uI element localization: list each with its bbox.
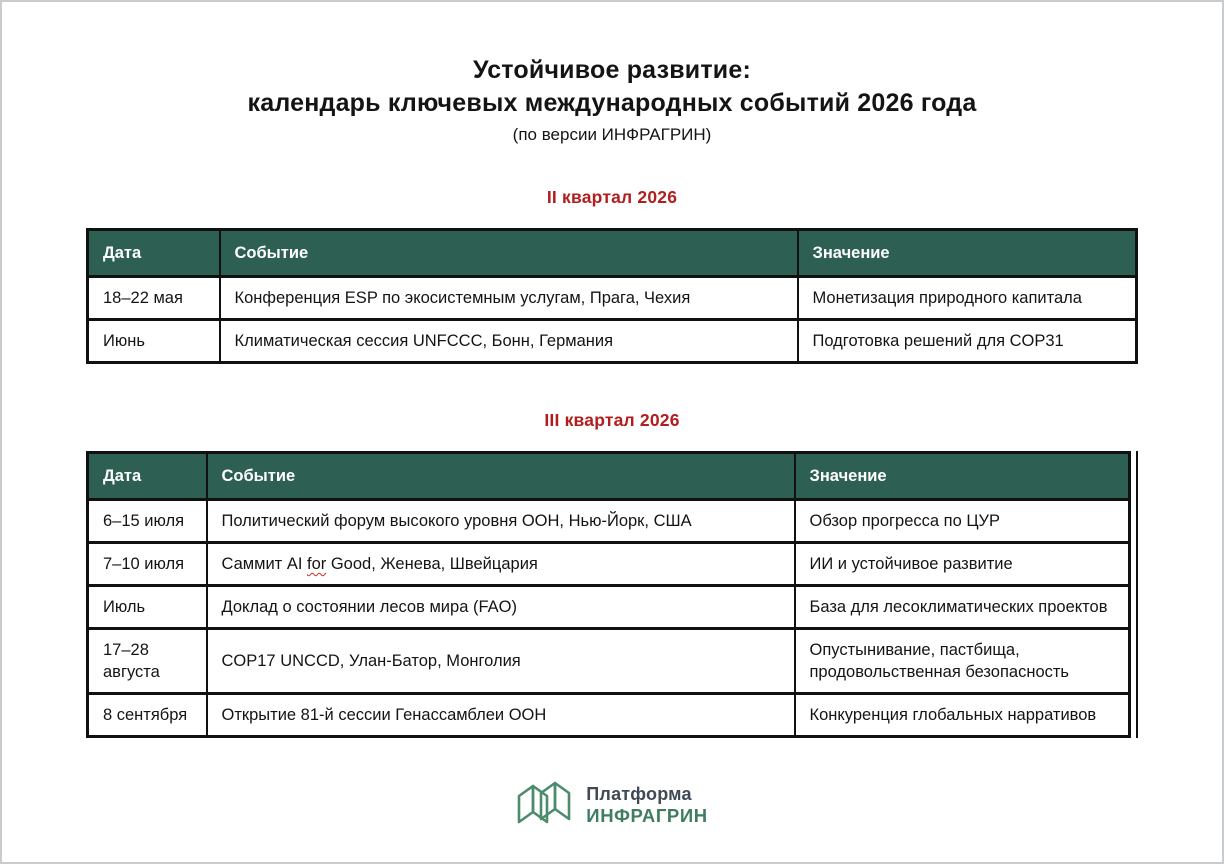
column-header-date: Дата bbox=[88, 453, 207, 500]
q3-header-row bbox=[88, 453, 1130, 500]
table-row bbox=[88, 543, 1130, 586]
quarter-heading-q3: III квартал 2026 bbox=[544, 410, 680, 430]
date-cell: Июнь bbox=[88, 320, 220, 363]
title-block bbox=[2, 2, 1222, 147]
logo-text bbox=[586, 783, 707, 827]
logo-line2: ИНФРАГРИН bbox=[586, 805, 708, 826]
event-text-segment: Good, Женева, Швейцария bbox=[326, 555, 538, 573]
value-cell: Обзор прогресса по ЦУР bbox=[795, 500, 1130, 543]
column-header-event: Событие bbox=[207, 453, 795, 500]
value-cell: Монетизация природного капитала bbox=[798, 277, 1137, 320]
q3-table-zone bbox=[2, 451, 1222, 738]
event-cell: Открытие 81-й сессии Генассамблеи ООН bbox=[207, 694, 795, 737]
q3-table bbox=[86, 451, 1131, 738]
column-header-event: Событие bbox=[220, 230, 798, 277]
date-cell: 17–28 августа bbox=[88, 629, 207, 694]
quarter-heading-q2: II квартал 2026 bbox=[546, 187, 678, 207]
spellcheck-underlined-word: for bbox=[307, 555, 327, 573]
value-cell: ИИ и устойчивое развитие bbox=[795, 543, 1130, 586]
event-cell bbox=[207, 543, 795, 586]
page-title-line2: календарь ключевых международных событий 2026 года bbox=[247, 89, 977, 117]
date-cell: Июль bbox=[88, 586, 207, 629]
value-cell: Подготовка решений для COP31 bbox=[798, 320, 1137, 363]
table-row bbox=[88, 586, 1130, 629]
overlapping-open-boxes-icon bbox=[516, 780, 574, 830]
event-cell: Политический форум высокого уровня ООН, Нью-Йорк, США bbox=[207, 500, 795, 543]
q2-table bbox=[86, 228, 1138, 364]
value-cell: Опустынивание, пастбища, продовольственная безопасность bbox=[795, 629, 1130, 694]
date-cell: 8 сентября bbox=[88, 694, 207, 737]
table-row bbox=[88, 694, 1130, 737]
event-text-segment: Саммит AI bbox=[221, 555, 307, 573]
table-row bbox=[88, 320, 1137, 363]
infragreen-logo bbox=[2, 780, 1222, 830]
q3-table-wrapper bbox=[86, 451, 1138, 738]
q2-table-wrapper bbox=[86, 228, 1138, 364]
event-cell: Доклад о состоянии лесов мира (FAO) bbox=[207, 586, 795, 629]
table-row bbox=[88, 500, 1130, 543]
value-cell: База для лесоклиматических проектов bbox=[795, 586, 1130, 629]
q2-table-zone bbox=[2, 228, 1222, 364]
value-cell: Конкуренция глобальных нарративов bbox=[795, 694, 1130, 737]
page-subtitle: (по версии ИНФРАГРИН) bbox=[512, 125, 712, 144]
event-cell: Конференция ESP по экосистемным услугам, Прага, Чехия bbox=[220, 277, 798, 320]
logo-line1: Платформа bbox=[586, 784, 692, 804]
event-cell: Климатическая сессия UNFCCC, Бонн, Германия bbox=[220, 320, 798, 363]
date-cell: 18–22 мая bbox=[88, 277, 220, 320]
event-cell: COP17 UNCCD, Улан-Батор, Монголия bbox=[207, 629, 795, 694]
column-header-value: Значение bbox=[798, 230, 1137, 277]
column-header-date: Дата bbox=[88, 230, 220, 277]
table-row bbox=[88, 629, 1130, 694]
column-header-value: Значение bbox=[795, 453, 1130, 500]
page-title-line1: Устойчивое развитие: bbox=[473, 56, 751, 84]
date-cell: 6–15 июля bbox=[88, 500, 207, 543]
q2-header-row bbox=[88, 230, 1137, 277]
date-cell: 7–10 июля bbox=[88, 543, 207, 586]
table-row bbox=[88, 277, 1137, 320]
